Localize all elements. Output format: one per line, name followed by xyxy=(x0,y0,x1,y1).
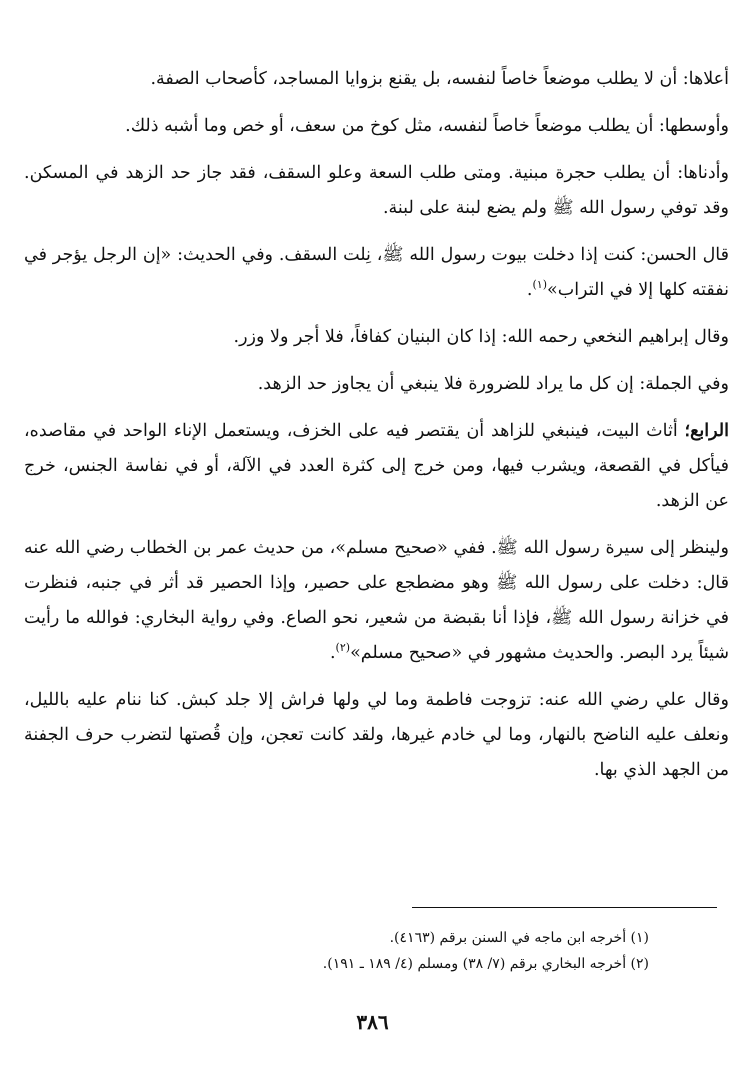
paragraph-5-text: وقال إبراهيم النخعي رحمه الله: إذا كان البنيان كفافاً، فلا أجر ولا وزر. xyxy=(233,327,729,347)
paragraph-8 xyxy=(24,531,729,671)
paragraph-6 xyxy=(24,367,729,402)
page-number: ٣٨٦ xyxy=(356,1010,389,1034)
paragraph-4-tail: . xyxy=(526,280,533,300)
paragraph-8-text: ولينظر إلى سيرة رسول الله ﷺ. ففي «صحيح مسلم»، من حديث عمر بن الخطاب رضي الله عنه قال: دخلت على رسول الله ﷺ وهو مضطجع على حصير، وإذا الحصير قد أثر في جنبه، فنظرت في خزانة رسول الله ﷺ، فإذا أنا بقبضة من شعير، نحو الصاع. وفي رواية البخاري: فوالله ما رأيت شيئاً يرد البصر. والحديث مشهور في «صحيح مسلم» xyxy=(24,538,729,663)
paragraph-9 xyxy=(24,683,729,788)
paragraph-6-text: وفي الجملة: إن كل ما يراد للضرورة فلا ينبغي أن يجاوز حد الزهد. xyxy=(257,374,729,394)
paragraph-2 xyxy=(24,109,729,144)
paragraph-4-text: قال الحسن: كنت إذا دخلت بيوت رسول الله ﷺ، نِلت السقف. وفي الحديث: «إن الرجل يؤجر في نفقته كلها إلا في التراب» xyxy=(24,245,729,300)
paragraph-1-text: أعلاها: أن لا يطلب موضعاً خاصاً لنفسه، بل يقنع بزوايا المساجد، كأصحاب الصفة. xyxy=(150,69,729,89)
footnote-divider xyxy=(412,907,717,908)
footnote-ref-1[interactable]: (١) xyxy=(532,278,548,292)
paragraph-7-lead: الرابع؛ xyxy=(684,421,729,441)
paragraph-3-text: وأدناها: أن يطلب حجرة مبنية. ومتى طلب السعة وعلو السقف، فقد جاز حد الزهد في المسكن. وقد توفي رسول الله ﷺ ولم يضع لبنة على لبنة. xyxy=(24,163,729,218)
footnote-1: (١) أخرجه ابن ماجه في السنن برقم (٤١٦٣). xyxy=(389,930,649,946)
paragraph-7 xyxy=(24,414,729,519)
paragraph-2-text: وأوسطها: أن يطلب موضعاً خاصاً لنفسه، مثل كوخ من سعف، أو خص وما أشبه ذلك. xyxy=(125,116,729,136)
footnote-2: (٢) أخرجه البخاري برقم (٧/ ٣٨) ومسلم (٤/ ١٨٩ ـ ١٩١). xyxy=(322,956,649,972)
paragraph-9-text: وقال علي رضي الله عنه: تزوجت فاطمة وما لي ولها فراش إلا جلد كبش. كنا ننام عليه بالليل، ونعلف عليه الناضح بالنهار، وما لي خادم غيرها، ولقد كانت تعجن، وإن قُصتها لتضرب حرف الجفنة من الجهد الذي بها. xyxy=(24,690,729,780)
paragraph-3 xyxy=(24,156,729,226)
paragraph-4 xyxy=(24,238,729,308)
footnotes xyxy=(29,925,649,977)
paragraph-8-tail: . xyxy=(329,643,336,663)
paragraph-7-text: أثاث البيت، فينبغي للزاهد أن يقتصر فيه على الخزف، ويستعمل الإناء الواحد في مقاصده، فيأكل في القصعة، ويشرب فيها، ومن خرج إلى كثرة العدد في الآلة، أو في نفاسة الجنس، خرج عن الزهد. xyxy=(24,421,729,511)
paragraph-5 xyxy=(24,320,729,355)
footnote-ref-2[interactable]: (٢) xyxy=(335,641,351,655)
paragraph-1 xyxy=(24,62,729,97)
